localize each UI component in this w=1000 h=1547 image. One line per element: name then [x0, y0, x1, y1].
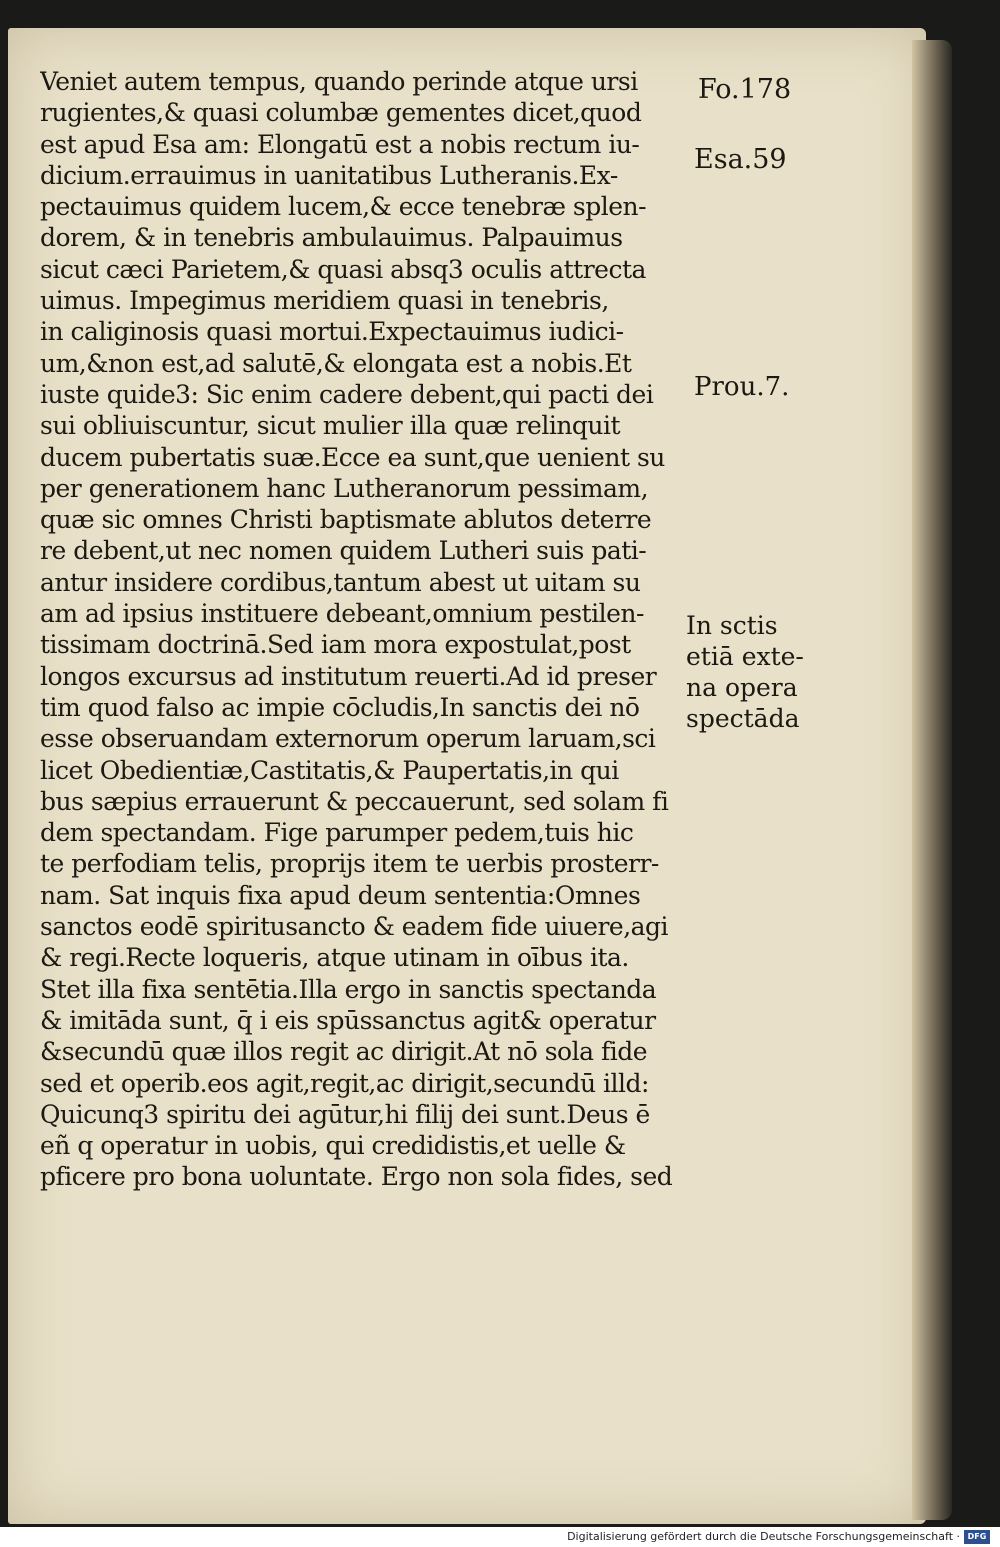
text-line: nam. Sat inquis fixa apud deum sententia:Omnes — [40, 880, 641, 910]
text-line: sicut cæci Parietem,& quasi absq3 oculis attrecta — [40, 254, 646, 284]
margin-ref-prou: Prou.7. — [694, 372, 790, 402]
text-line: Stet illa fixa sentētia.Illa ergo in sanctis spectanda — [40, 974, 657, 1004]
text-line: rugientes,& quasi columbæ gementes dicet,quod — [40, 98, 642, 128]
text-line: te perfodiam telis, proprijs item te uerbis prosterr- — [40, 849, 659, 879]
margin-note-line: na opera — [686, 673, 798, 702]
text-line: am ad ipsius instituere debeant,omnium pestilen- — [40, 599, 644, 629]
margin-note-line: spectāda — [686, 704, 800, 733]
text-line: esse obseruandam externorum operum laruam,sci — [40, 724, 656, 754]
margin-note-line: In sctis — [686, 611, 778, 640]
text-line: licet Obedientiæ,Castitatis,& Paupertatis,in qui — [40, 755, 619, 785]
margin-note-line: etiā exte- — [686, 642, 804, 671]
dfg-logo: DFG — [964, 1530, 990, 1544]
text-line: ducem pubertatis suæ.Ecce ea sunt,que uenient su — [40, 442, 665, 472]
main-text — [40, 66, 680, 1193]
text-line: est apud Esa am: Elongatū est a nobis rectum iu- — [40, 129, 640, 159]
margin-ref-esa: Esa.59 — [694, 144, 787, 175]
text-line: iuste quide3: Sic enim cadere debent,qui pacti dei — [40, 379, 654, 409]
text-line: sui obliuiscuntur, sicut mulier illa quæ relinquit — [40, 411, 621, 441]
text-line: bus sæpius errauerunt & peccauerunt, sed solam fi — [40, 786, 669, 816]
text-line: sed et operib.eos agit,regit,ac dirigit,secundū illd: — [40, 1068, 649, 1098]
text-line: sanctos eodē spiritusancto & eadem fide uiuere,agi — [40, 912, 669, 942]
text-line: dem spectandam. Fige parumper pedem,tuis hic — [40, 818, 634, 848]
folio-number: Fo.178 — [698, 74, 792, 105]
text-line: eñ q operatur in uobis, qui credidistis,et uelle & — [40, 1131, 626, 1161]
text-line: Veniet autem tempus, quando perinde atque ursi — [40, 67, 638, 96]
text-line: dorem, & in tenebris ambulauimus. Palpauimus — [40, 223, 623, 253]
text-line: per generationem hanc Lutheranorum pessimam, — [40, 473, 649, 503]
text-line: & imitāda sunt, q̄ i eis spūssanctus agit& operatur — [40, 1005, 656, 1035]
text-line: pectauimus quidem lucem,& ecce tenebræ splen- — [40, 192, 647, 222]
text-line: quæ sic omnes Christi baptismate ablutos deterre — [40, 505, 652, 535]
text-line: pficere pro bona uoluntate. Ergo non sola fides, sed — [40, 1162, 673, 1192]
text-line: um,&non est,ad salutē,& elongata est a nobis.Et — [40, 348, 632, 378]
text-line: in caliginosis quasi mortui.Expectauimus iudici- — [40, 317, 624, 347]
text-line: uimus. Impegimus meridiem quasi in tenebris, — [40, 286, 609, 316]
text-line: longos excursus ad institutum reuerti.Ad id preser — [40, 661, 657, 691]
text-line: tissimam doctrinā.Sed iam mora expostulat,post — [40, 630, 631, 660]
text-line: dicium.errauimus in uanitatibus Lutheranis.Ex- — [40, 160, 618, 190]
text-line: & regi.Recte loqueris, atque utinam in oībus ita. — [40, 943, 629, 973]
text-line: Quicunq3 spiritu dei agūtur,hi filij dei sunt.Deus ē — [40, 1099, 650, 1129]
text-line: &secundū quæ illos regit ac dirigit.At nō sola fide — [40, 1037, 648, 1067]
footer-bar — [0, 1527, 1000, 1547]
text-line: re debent,ut nec nomen quidem Lutheri suis pati- — [40, 536, 647, 566]
text-line: antur insidere cordibus,tantum abest ut uitam su — [40, 567, 641, 597]
text-line: tim quod falso ac impie cōcludis,In sanctis dei nō — [40, 692, 640, 722]
footer-credit: Digitalisierung gefördert durch die Deutsche Forschungsgemeinschaft · — [567, 1530, 960, 1543]
page-edge — [912, 40, 952, 1520]
